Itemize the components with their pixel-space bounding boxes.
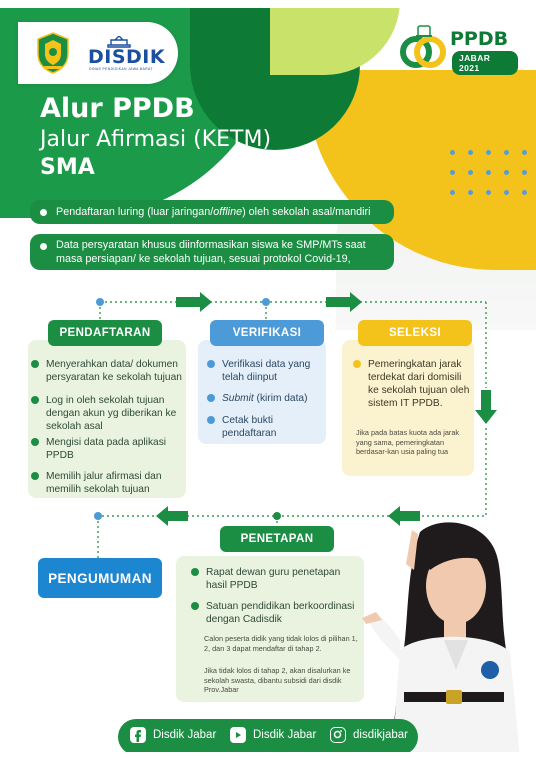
info-requirements-text: Data persyaratan khusus diinformasikan siswa ke SMP/MTs saat masa persiapan/ ke sekolah tujuan, sesuai protokol Covid-19, xyxy=(56,239,366,265)
stage-verifikasi: VERIFIKASI xyxy=(210,320,324,346)
ppdb-logo xyxy=(398,24,518,76)
decorative-dots xyxy=(448,150,536,210)
info-offline-text xyxy=(56,205,371,219)
verifikasi-item-em: Submit xyxy=(222,393,254,404)
pendaftaran-item xyxy=(46,436,182,462)
disdik-logo-icon xyxy=(88,36,168,76)
bottom-edge xyxy=(0,752,536,758)
pendaftaran-item-text: Log in oleh sekolah tujuan dengan akun yg diberikan ke sekolah asal xyxy=(46,395,177,432)
pendaftaran-item-text: Memilih jalur afirmasi dan memilih sekolah tujuan xyxy=(46,471,162,495)
node-dot xyxy=(262,298,270,306)
bullet-icon xyxy=(31,472,39,480)
page-subtitle: Jalur Afirmasi (KETM) xyxy=(40,127,272,152)
info-offline-post: ) oleh sekolah asal/mandiri xyxy=(242,206,371,218)
bg-light-green-shape xyxy=(270,0,400,75)
west-java-emblem-icon xyxy=(36,32,70,74)
pendaftaran-item xyxy=(46,358,182,384)
verifikasi-item xyxy=(222,358,322,384)
bullet-icon xyxy=(31,360,39,368)
verifikasi-item xyxy=(222,414,322,440)
youtube-icon xyxy=(230,727,246,743)
penetapan-item xyxy=(206,566,356,592)
bullet-icon xyxy=(31,396,39,404)
bullet-icon xyxy=(40,243,47,250)
arrow-down-icon xyxy=(475,390,497,424)
pendaftaran-item xyxy=(46,470,182,496)
seleksi-note: Jika pada batas kuota ada jarak yang sama, pemeringkatan berdasar-kan usia paling tua xyxy=(356,428,460,456)
youtube-link[interactable] xyxy=(230,727,316,743)
penetapan-note: Jika tidak lolos di tahap 2, akan disalurkan ke sekolah swasta, dibantu subsidi dari disdik Prov.Jabar xyxy=(204,666,351,694)
stage-penetapan: PENETAPAN xyxy=(220,526,334,552)
disdik-subtitle: DINAS PENDIDIKAN JAWA BARAT xyxy=(89,67,153,71)
info-offline-em: offline xyxy=(213,206,243,218)
stage-pendaftaran: PENDAFTARAN xyxy=(48,320,162,346)
verifikasi-item xyxy=(222,392,322,405)
page-level: SMA xyxy=(40,155,95,180)
instagram-link[interactable] xyxy=(330,727,408,743)
bullet-icon xyxy=(207,416,215,424)
seleksi-item-text: Pemeringkatan jarak terdekat dari domisili ke sekolah tujuan oleh sistem IT PPDB. xyxy=(368,359,470,409)
arrow-left-icon xyxy=(156,506,188,526)
ppdb-badge: JABAR 2021 xyxy=(452,51,518,75)
instagram-icon xyxy=(330,727,346,743)
bullet-icon xyxy=(353,360,361,368)
pendaftaran-item-text: Mengisi data pada aplikasi PPDB xyxy=(46,437,167,461)
pendaftaran-item xyxy=(46,394,182,433)
stage-pengumuman: PENGUMUMAN xyxy=(38,558,162,598)
verifikasi-item-text: (kirim data) xyxy=(253,393,308,404)
bullet-icon xyxy=(31,438,39,446)
facebook-icon xyxy=(130,727,146,743)
stage-seleksi: SELEKSI xyxy=(358,320,472,346)
penetapan-item-text: Satuan pendidikan berkoordinasi dengan Cadisdik xyxy=(206,601,355,625)
penetapan-item xyxy=(206,600,356,626)
page-title: Alur PPDB xyxy=(40,93,195,124)
bullet-icon xyxy=(191,568,199,576)
facebook-label: Disdik Jabar xyxy=(153,729,217,741)
penetapan-item-text: Rapat dewan guru penetapan hasil PPDB xyxy=(206,567,341,591)
pendaftaran-item-text: Menyerahkan data/ dokumen persyaratan ke sekolah tujuan xyxy=(46,359,182,383)
bullet-icon xyxy=(191,602,199,610)
penetapan-note: Calon peserta didik yang tidak lolos di pilihan 1, 2, dan 3 dapat mendaftar di tahap 2. xyxy=(204,634,358,653)
bullet-icon xyxy=(207,394,215,402)
seleksi-item xyxy=(368,358,472,410)
facebook-link[interactable] xyxy=(130,727,216,743)
youtube-label: Disdik Jabar xyxy=(253,729,317,741)
node-dot xyxy=(273,512,281,520)
verifikasi-item-text: Cetak bukti pendaftaran xyxy=(222,415,277,439)
ppdb-title: PPDB xyxy=(450,28,509,50)
info-bar-requirements xyxy=(30,234,394,270)
info-bar-offline xyxy=(30,200,394,224)
node-dot xyxy=(96,298,104,306)
verifikasi-item-text: Verifikasi data yang telah diinput xyxy=(222,359,311,383)
bullet-icon xyxy=(40,209,47,216)
instagram-label: disdikjabar xyxy=(353,729,408,741)
top-edge xyxy=(0,0,536,8)
info-offline-pre: Pendaftaran luring (luar jaringan/ xyxy=(56,206,214,218)
node-dot xyxy=(94,512,102,520)
arrow-right-icon xyxy=(176,292,212,312)
bullet-icon xyxy=(207,360,215,368)
disdik-name: DISDIK xyxy=(88,46,166,68)
ppdb-logo-icon xyxy=(398,24,450,76)
